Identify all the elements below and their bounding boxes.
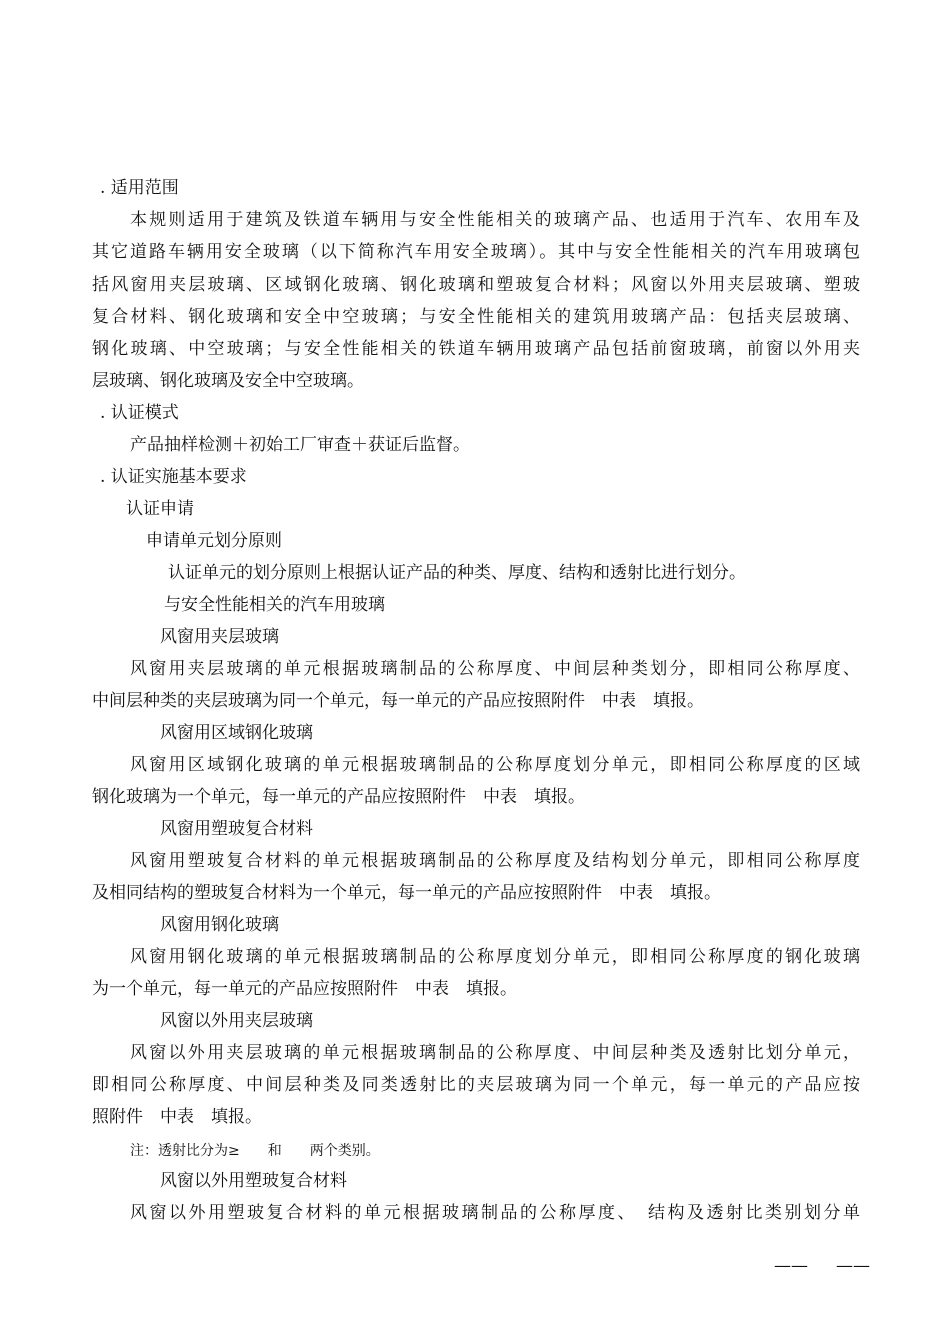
- subheading-application: 认证申请: [126, 499, 194, 519]
- paragraph-line: 中间层种类的夹层玻璃为同一个单元，每一单元的产品应按照附件 中表 填报。: [92, 691, 704, 711]
- paragraph-line: 产品抽样检测＋初始工厂审查＋获证后监督。: [130, 435, 470, 455]
- page-footer-dash-right: ——: [836, 1256, 870, 1276]
- paragraph-line: 钢化玻璃为一个单元，每一单元的产品应按照附件 中表 填报。: [92, 787, 585, 807]
- paragraph-line: 即相同公称厚度、中间层种类及同类透射比的夹层玻璃为同一个单元，每一单元的产品应按: [92, 1075, 860, 1095]
- paragraph-line: 钢化玻璃、中空玻璃；与安全性能相关的铁道车辆用玻璃产品包括前窗玻璃，前窗以外用夹: [92, 339, 860, 359]
- paragraph-line: 风窗用塑玻复合材料的单元根据玻璃制品的公称厚度及结构划分单元，即相同公称厚度: [130, 851, 860, 871]
- paragraph-line: 复合材料、钢化玻璃和安全中空玻璃；与安全性能相关的建筑用玻璃产品：包括夹层玻璃、: [92, 307, 860, 327]
- paragraph-line: 风窗用区域钢化玻璃的单元根据玻璃制品的公称厚度划分单元，即相同公称厚度的区域: [130, 755, 860, 775]
- subheading-unit-principle: 申请单元划分原则: [146, 531, 282, 551]
- paragraph-line: 为一个单元，每一单元的产品应按照附件 中表 填报。: [92, 979, 517, 999]
- section-heading-scope: . 适用范围: [100, 178, 179, 198]
- subheading-item: 风窗用夹层玻璃: [160, 627, 279, 647]
- subheading-item: 风窗以外用塑玻复合材料: [160, 1171, 347, 1191]
- page-footer-dash-left: ——: [774, 1256, 808, 1276]
- subheading-item: 风窗用钢化玻璃: [160, 915, 279, 935]
- paragraph-line: 风窗以外用夹层玻璃的单元根据玻璃制品的公称厚度、中间层种类及透射比划分单元，: [130, 1043, 860, 1063]
- paragraph-line: 括风窗用夹层玻璃、区域钢化玻璃、钢化玻璃和塑玻复合材料；风窗以外用夹层玻璃、塑玻: [92, 275, 860, 295]
- note-transmittance: 注：透射比分为≥ 和 两个类别。: [130, 1143, 380, 1159]
- paragraph-line: 风窗以外用塑玻复合材料的单元根据玻璃制品的公称厚度、 结构及透射比类别划分单: [130, 1203, 860, 1223]
- paragraph-line: 照附件 中表 填报。: [92, 1107, 262, 1127]
- paragraph-line: 本规则适用于建筑及铁道车辆用与安全性能相关的玻璃产品、也适用于汽车、农用车及: [130, 210, 860, 230]
- section-heading-mode: . 认证模式: [100, 403, 179, 423]
- section-heading-requirements: . 认证实施基本要求: [100, 467, 247, 487]
- subheading-automotive-glass: 与安全性能相关的汽车用玻璃: [164, 595, 385, 615]
- subheading-item: 风窗以外用夹层玻璃: [160, 1011, 313, 1031]
- paragraph-line: 其它道路车辆用安全玻璃（以下简称汽车用安全玻璃）。其中与安全性能相关的汽车用玻璃包: [92, 242, 860, 262]
- paragraph-line: 认证单元的划分原则上根据认证产品的种类、厚度、结构和透射比进行划分。: [168, 563, 746, 583]
- paragraph-line: 层玻璃、钢化玻璃及安全中空玻璃。: [92, 371, 364, 391]
- subheading-item: 风窗用区域钢化玻璃: [160, 723, 313, 743]
- paragraph-line: 风窗用钢化玻璃的单元根据玻璃制品的公称厚度划分单元，即相同公称厚度的钢化玻璃: [130, 947, 860, 967]
- paragraph-line: 及相同结构的塑玻复合材料为一个单元，每一单元的产品应按照附件 中表 填报。: [92, 883, 721, 903]
- paragraph-line: 风窗用夹层玻璃的单元根据玻璃制品的公称厚度、中间层种类划分，即相同公称厚度、: [130, 659, 860, 679]
- subheading-item: 风窗用塑玻复合材料: [160, 819, 313, 839]
